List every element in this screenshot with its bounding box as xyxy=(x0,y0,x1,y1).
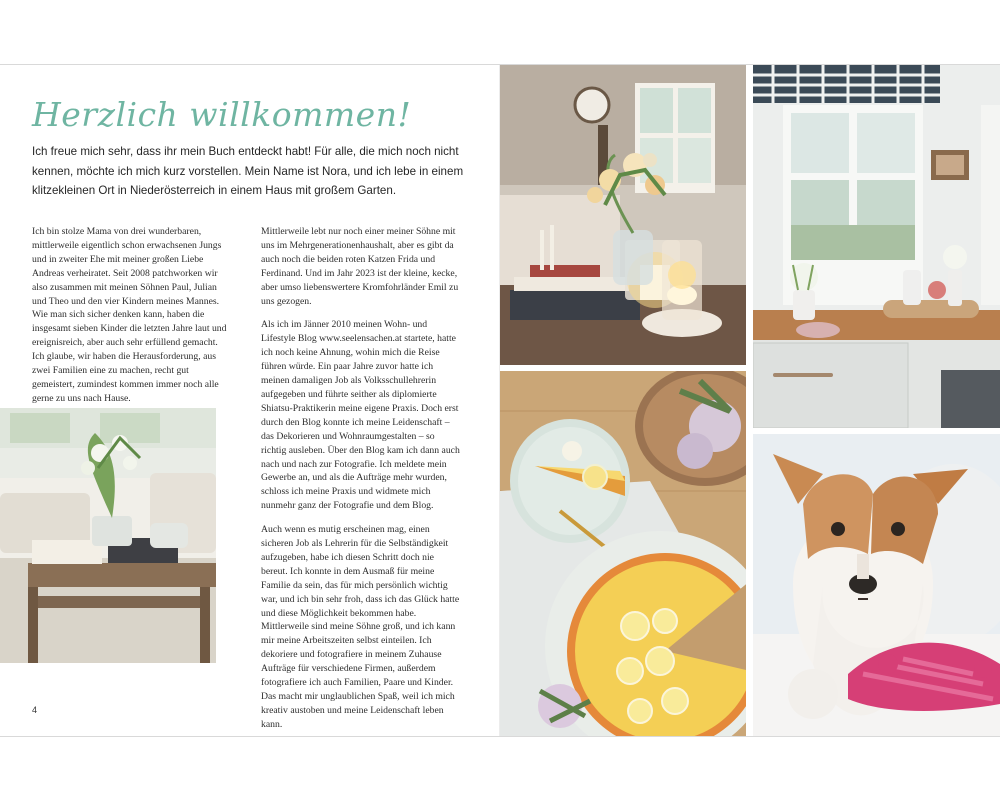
intro-paragraph: Ich freue mich sehr, dass ihr mein Buch entdeckt habt! Für alle, die mich noch nicht kennen, möchte ich mich kurz vorstellen. Mein Name ist Nora, und ich lebe in einem klitzekleinen Ort in Niederösterreich in einem Haus mit großem Garten. xyxy=(32,145,464,197)
text-column-left xyxy=(32,225,232,416)
column2-paragraph-2: Als ich im Jänner 2010 meinen Wohn- und Lifestyle Blog www.seelensachen.at startete, hatte ich noch keine Ahnung, wohin mich die Reise führen würde. Ein paar Jahre zuvor hatte ich meinen damaligen Job als Volksschullehrerin aufgegeben und führte seither als diplomierte Shiatsu-Praktikerin meine eigene Praxis. Doch erst durch den Blog konnte ich meine Leidenschaft – das Dekorieren und Wohnraumgestalten – so richtig ausleben. Über den Blog kam ich dann auch nach und nach zur Fotografie. Ich meldete mein Gewerbe an, und als die Aufträge mehr wurden, schloss ich meine Praxis und widmete mich nunmehr ganz der Fotografie und dem Blog. xyxy=(261,319,460,512)
lemon-tart-photo xyxy=(500,371,746,736)
page-title: Herzlich willkommen! xyxy=(32,95,412,134)
candle-bouquet-photo xyxy=(500,65,746,365)
page-number: 4 xyxy=(32,705,38,715)
puppy-photo xyxy=(753,434,1000,736)
column1-paragraph-1: Ich bin stolze Mama von drei wunderbaren, mittlerweile eigentlich schon erwachsenen Jungs und in zweiter Ehe mit meiner großen Liebe Andreas verheiratet. Seit 2008 patchworken wir also zusammen mit meinen Söhnen Paul, Julian und Theo und den vier Kindern meines Mannes. Wie man sich sicher denken kann, haben die insgesamt sieben Kinder die letzten Jahre laut und ereignisreich, aber auch sehr erfüllend gemacht. Ich glaube, wir haben die Herausforderung, aus zwei Familien eine zu machen, recht gut gemeistert, zumindest kommen immer noch alle gerne zu uns nach Hause. xyxy=(32,226,227,404)
book-spread xyxy=(0,64,1000,737)
living-room-photo xyxy=(0,408,216,663)
kitchen-window-photo xyxy=(753,65,1000,428)
column2-paragraph-1: Mittlerweile lebt nur noch einer meiner Söhne mit uns im Mehrgenerationenhaushalt, aber es gibt da auch noch die beiden roten Katzen Frida und Ferdinand. Und im Jahr 2023 ist der kleine, kecke, aber umso liebenswertere Kromfohrländer Emil zu uns gezogen. xyxy=(261,226,459,307)
text-column-right xyxy=(261,225,461,737)
column2-paragraph-3: Auch wenn es mutig erscheinen mag, einen sicheren Job als Lehrerin für die Selbständigkeit aufzugeben, habe ich diesen Schritt doch nie bereut. Ich konnte in dem Ausmaß für meine Familie da sein, das für mich persönlich wichtig war, und ich bin sehr froh, dass ich das Glück hatte und diese Möglichkeit bekommen habe. Mittlerweile sind meine Söhne groß, und ich kann mir meine Arbeitszeiten selbst einteilen. Ich dekoriere und fotografiere in meinem Zuhause Aufträge für verschiedene Firmen, außerdem fotografiere ich auch Familien, Paare und Kinder. Das macht mir unglaublichen Spaß, weil ich mich kreativ austoben und meine Leidenschaft leben kann. xyxy=(261,524,460,730)
